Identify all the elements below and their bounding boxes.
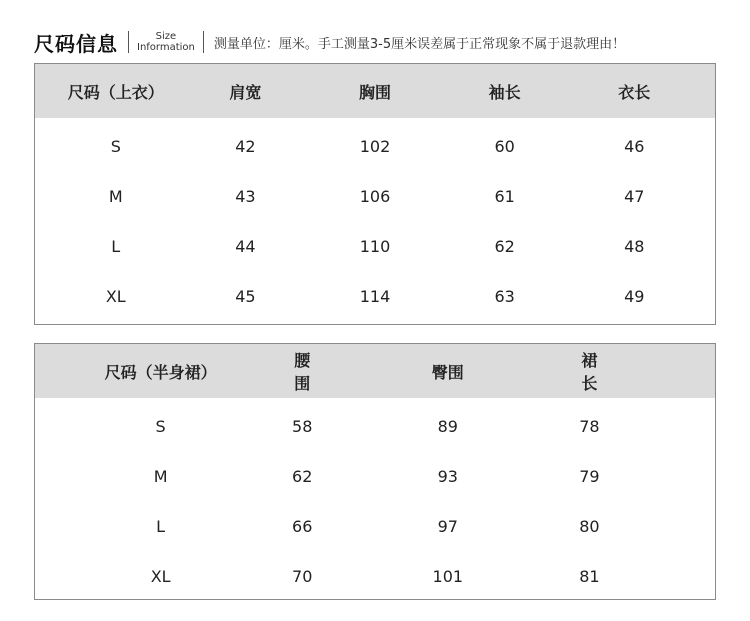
table-cell: 60	[494, 136, 515, 156]
table-cell: 63	[494, 286, 515, 306]
table-cell: M	[153, 466, 168, 486]
table-cell: M	[108, 186, 123, 206]
table-cell: 47	[624, 186, 645, 206]
table-row	[35, 501, 715, 551]
table-cell: 70	[292, 566, 313, 586]
header-cell: 肩宽	[229, 82, 262, 102]
subtitle	[137, 31, 195, 53]
table-cell: 48	[624, 236, 645, 256]
table-cell: 62	[494, 236, 515, 256]
page-title: 尺码信息	[34, 31, 118, 56]
divider	[128, 31, 129, 53]
table-cell: 42	[235, 136, 256, 156]
table-cell: 81	[579, 566, 600, 586]
table-cell: 66	[292, 516, 313, 536]
header-cell: 衣长	[618, 82, 651, 102]
table-cell: 93	[437, 466, 458, 486]
table-body	[35, 398, 715, 601]
table-cell: 43	[235, 186, 256, 206]
table-row	[35, 401, 715, 451]
subtitle-line2: Information	[137, 42, 195, 53]
header-cell: 臀围	[431, 362, 464, 382]
table-cell: 110	[359, 236, 391, 256]
table-row	[35, 271, 715, 321]
header-cell: 腰围	[294, 351, 311, 393]
subtitle-line1: Size	[155, 31, 177, 42]
table-cell: 78	[579, 416, 600, 436]
table-cell: 49	[624, 286, 645, 306]
table-body	[35, 118, 715, 321]
table-cell: 44	[235, 236, 256, 256]
table-cell: XL	[150, 566, 171, 586]
header-cell: 裙长	[581, 351, 598, 393]
table-cell: 61	[494, 186, 515, 206]
table-cell: 102	[359, 136, 391, 156]
table-cell: L	[156, 516, 166, 536]
table-header	[35, 344, 715, 398]
table-cell: 80	[579, 516, 600, 536]
table-cell: 114	[359, 286, 391, 306]
skirt-size-table	[34, 343, 716, 600]
divider	[203, 31, 204, 53]
top-size-table	[34, 63, 716, 325]
table-cell: 62	[292, 466, 313, 486]
table-cell: 97	[437, 516, 458, 536]
table-cell: S	[110, 136, 121, 156]
table-cell: 45	[235, 286, 256, 306]
table-row	[35, 551, 715, 601]
table-cell: 89	[437, 416, 458, 436]
table-row	[35, 121, 715, 171]
header-cell: 袖长	[488, 82, 521, 102]
header-cell: 尺码（半身裙）	[104, 362, 217, 382]
table-header	[35, 64, 715, 118]
header-cell: 尺码（上衣）	[67, 82, 164, 102]
table-cell: 101	[432, 566, 464, 586]
table-cell: 46	[624, 136, 645, 156]
header	[34, 26, 625, 58]
table-cell: S	[155, 416, 166, 436]
table-cell: 79	[579, 466, 600, 486]
table-row	[35, 221, 715, 271]
measurement-note: 测量单位：厘米。手工测量3-5厘米误差属于正常现象不属于退款理由！	[213, 36, 626, 52]
table-row	[35, 171, 715, 221]
table-cell: XL	[105, 286, 126, 306]
table-cell: L	[111, 236, 121, 256]
table-cell: 106	[359, 186, 391, 206]
header-cell: 胸围	[359, 82, 392, 102]
table-row	[35, 451, 715, 501]
table-cell: 58	[292, 416, 313, 436]
